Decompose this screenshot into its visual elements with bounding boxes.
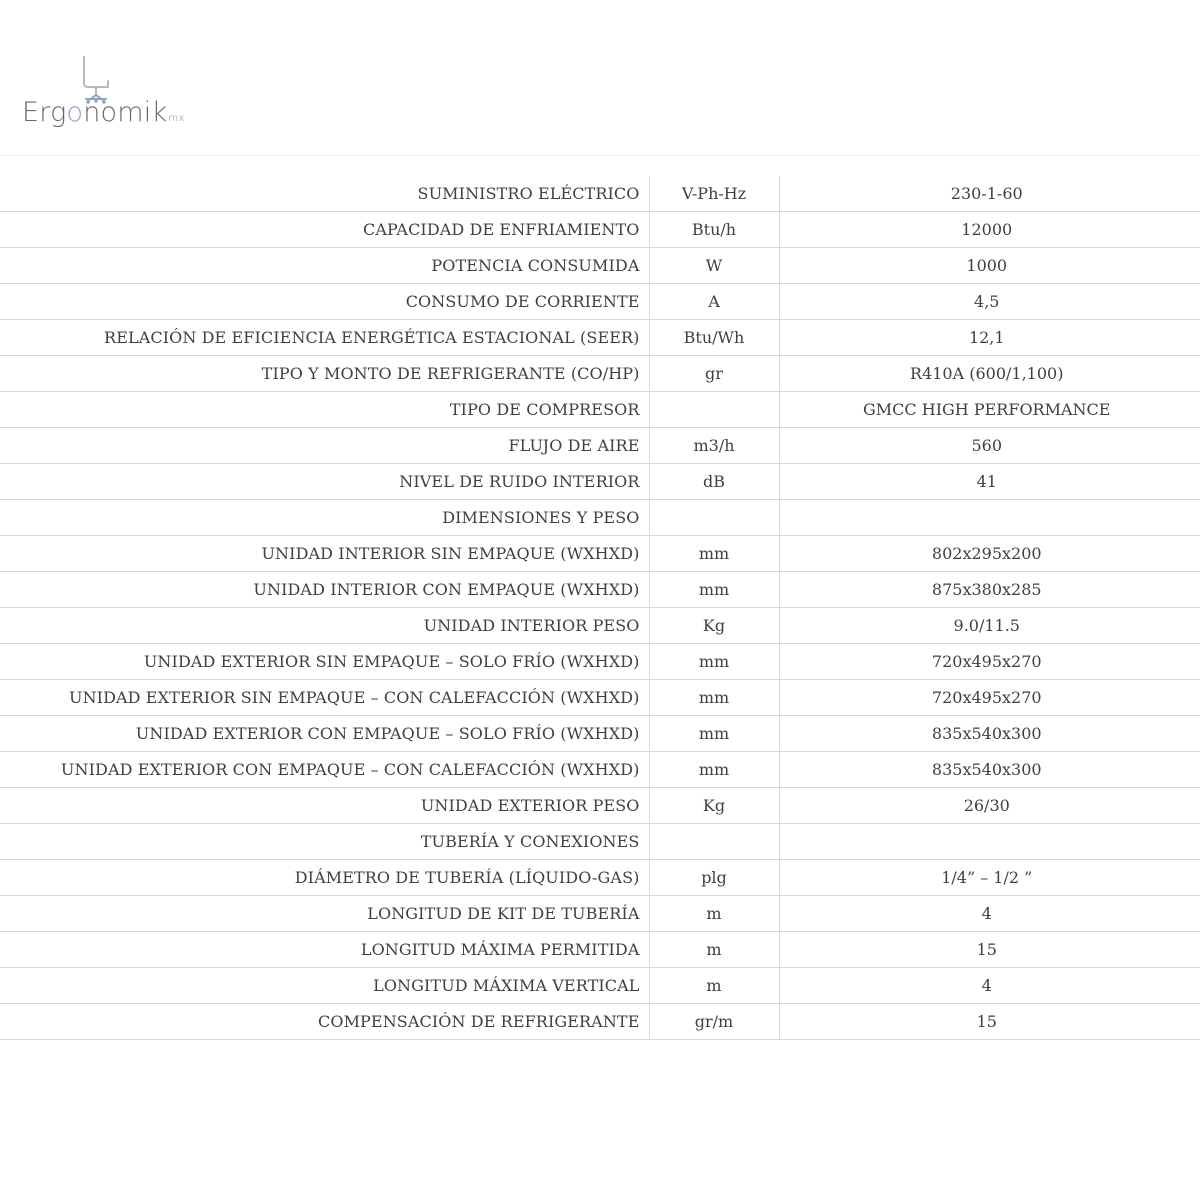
spec-value: 875x380x285 (779, 572, 1200, 608)
spec-label: CAPACIDAD DE ENFRIAMIENTO (0, 212, 649, 248)
spec-value: 15 (779, 932, 1200, 968)
spec-label: COMPENSACIÓN DE REFRIGERANTE (0, 1004, 649, 1040)
table-row (0, 644, 1200, 680)
spec-label: UNIDAD EXTERIOR SIN EMPAQUE – SOLO FRÍO (WXHXD) (0, 644, 649, 680)
spec-label: UNIDAD INTERIOR CON EMPAQUE (WXHXD) (0, 572, 649, 608)
spec-label: DIMENSIONES Y PESO (0, 500, 649, 536)
spec-label: LONGITUD MÁXIMA VERTICAL (0, 968, 649, 1004)
spec-unit (649, 392, 779, 428)
table-row (0, 212, 1200, 248)
table-row (0, 860, 1200, 896)
brand-wordmark: Ergonomikmx (22, 97, 185, 128)
spec-unit: gr/m (649, 1004, 779, 1040)
spec-label: UNIDAD INTERIOR PESO (0, 608, 649, 644)
spec-unit: m (649, 896, 779, 932)
table-row (0, 1004, 1200, 1040)
header-divider (0, 155, 1200, 156)
table-row (0, 716, 1200, 752)
table-row (0, 752, 1200, 788)
spec-label: RELACIÓN DE EFICIENCIA ENERGÉTICA ESTACIONAL (SEER) (0, 320, 649, 356)
spec-value: 12000 (779, 212, 1200, 248)
table-row (0, 464, 1200, 500)
spec-value: 15 (779, 1004, 1200, 1040)
table-row (0, 788, 1200, 824)
spec-label: SUMINISTRO ELÉCTRICO (0, 176, 649, 212)
spec-unit: m (649, 932, 779, 968)
spec-unit: gr (649, 356, 779, 392)
spec-label: TIPO DE COMPRESOR (0, 392, 649, 428)
spec-value: 4,5 (779, 284, 1200, 320)
table-row (0, 572, 1200, 608)
spec-value (779, 500, 1200, 536)
spec-label: LONGITUD MÁXIMA PERMITIDA (0, 932, 649, 968)
brand-logo (22, 55, 192, 135)
spec-unit: mm (649, 536, 779, 572)
spec-label: UNIDAD EXTERIOR CON EMPAQUE – SOLO FRÍO (WXHXD) (0, 716, 649, 752)
spec-unit: mm (649, 572, 779, 608)
brand-tld: mx (168, 113, 185, 124)
spec-value: 12,1 (779, 320, 1200, 356)
spec-value (779, 824, 1200, 860)
spec-value: 835x540x300 (779, 716, 1200, 752)
spec-label: UNIDAD EXTERIOR PESO (0, 788, 649, 824)
spec-unit: Btu/Wh (649, 320, 779, 356)
table-row (0, 932, 1200, 968)
table-row (0, 680, 1200, 716)
spec-value: 802x295x200 (779, 536, 1200, 572)
spec-unit: mm (649, 644, 779, 680)
table-row (0, 284, 1200, 320)
spec-label: UNIDAD INTERIOR SIN EMPAQUE (WXHXD) (0, 536, 649, 572)
specs-table-body (0, 176, 1200, 1040)
table-row (0, 320, 1200, 356)
spec-label: POTENCIA CONSUMIDA (0, 248, 649, 284)
table-row (0, 500, 1200, 536)
table-row (0, 392, 1200, 428)
spec-value: R410A (600/1,100) (779, 356, 1200, 392)
spec-label: UNIDAD EXTERIOR CON EMPAQUE – CON CALEFACCIÓN (WXHXD) (0, 752, 649, 788)
table-row (0, 824, 1200, 860)
spec-value: 720x495x270 (779, 680, 1200, 716)
spec-unit: m3/h (649, 428, 779, 464)
spec-unit: Btu/h (649, 212, 779, 248)
spec-unit (649, 824, 779, 860)
spec-value: 230-1-60 (779, 176, 1200, 212)
spec-value: 1000 (779, 248, 1200, 284)
spec-unit: Kg (649, 608, 779, 644)
spec-unit: plg (649, 860, 779, 896)
spec-value: 835x540x300 (779, 752, 1200, 788)
spec-unit: mm (649, 716, 779, 752)
spec-unit: mm (649, 752, 779, 788)
spec-value: 1/4” – 1/2 ” (779, 860, 1200, 896)
table-row (0, 968, 1200, 1004)
spec-label: TIPO Y MONTO DE REFRIGERANTE (CO/HP) (0, 356, 649, 392)
spec-value: 560 (779, 428, 1200, 464)
spec-label: DIÁMETRO DE TUBERÍA (LÍQUIDO-GAS) (0, 860, 649, 896)
spec-value: 4 (779, 968, 1200, 1004)
spec-unit: m (649, 968, 779, 1004)
spec-value: 720x495x270 (779, 644, 1200, 680)
table-row (0, 356, 1200, 392)
spec-unit (649, 500, 779, 536)
spec-label: FLUJO DE AIRE (0, 428, 649, 464)
spec-label: NIVEL DE RUIDO INTERIOR (0, 464, 649, 500)
table-row (0, 608, 1200, 644)
spec-value: 26/30 (779, 788, 1200, 824)
spec-value: 9.0/11.5 (779, 608, 1200, 644)
spec-label: TUBERÍA Y CONEXIONES (0, 824, 649, 860)
spec-value: GMCC HIGH PERFORMANCE (779, 392, 1200, 428)
spec-label: UNIDAD EXTERIOR SIN EMPAQUE – CON CALEFACCIÓN (WXHXD) (0, 680, 649, 716)
spec-unit: W (649, 248, 779, 284)
spec-unit: A (649, 284, 779, 320)
specs-table (0, 176, 1200, 1040)
spec-value: 41 (779, 464, 1200, 500)
spec-unit: dB (649, 464, 779, 500)
table-row (0, 176, 1200, 212)
table-row (0, 536, 1200, 572)
table-row (0, 428, 1200, 464)
spec-value: 4 (779, 896, 1200, 932)
table-row (0, 896, 1200, 932)
spec-unit: V-Ph-Hz (649, 176, 779, 212)
spec-label: CONSUMO DE CORRIENTE (0, 284, 649, 320)
spec-unit: Kg (649, 788, 779, 824)
spec-unit: mm (649, 680, 779, 716)
spec-label: LONGITUD DE KIT DE TUBERÍA (0, 896, 649, 932)
table-row (0, 248, 1200, 284)
